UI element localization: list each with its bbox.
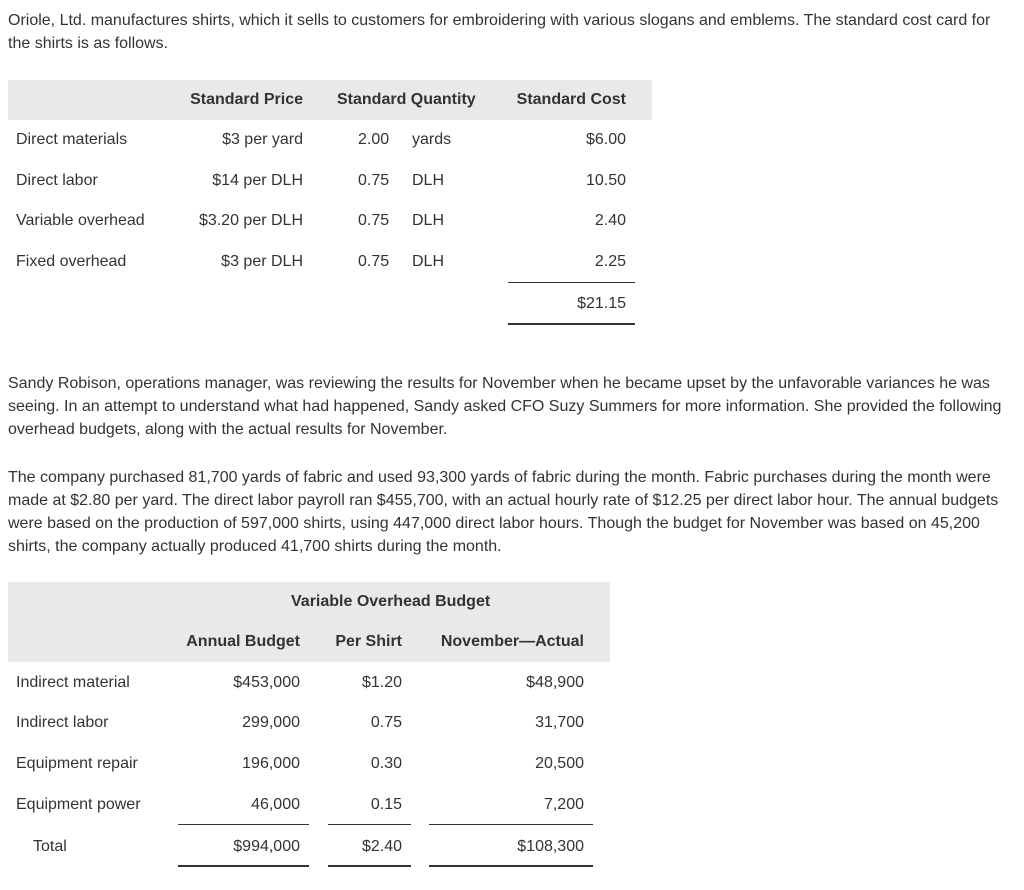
table-title: Variable Overhead Budget [291, 593, 491, 610]
row-label: Indirect material [16, 674, 130, 691]
row-label: Direct labor [16, 172, 98, 189]
row-label: Direct materials [16, 131, 128, 148]
row-price: $14 per DLH [212, 172, 303, 189]
row-cost: 2.25 [594, 253, 626, 270]
standard-cost-card-table [8, 80, 652, 330]
total-annual: $994,000 [233, 838, 300, 855]
row-cost: 2.40 [594, 212, 626, 229]
subtotal-rule [508, 282, 635, 283]
total-label: Total [33, 838, 67, 855]
row-annual: $453,000 [233, 674, 300, 691]
row-actual: 7,200 [543, 796, 584, 813]
total-double-rule [508, 323, 635, 325]
total-double-rule [178, 865, 309, 867]
row-actual: $48,900 [526, 674, 584, 691]
row-unit: DLH [412, 212, 445, 229]
row-actual: 20,500 [535, 755, 584, 772]
row-cost: $6.00 [585, 131, 626, 148]
row-qty: 0.75 [358, 212, 390, 229]
total-cost: $21.15 [577, 295, 626, 312]
row-price: $3 per DLH [221, 253, 303, 270]
row-qty: 2.00 [358, 131, 390, 148]
header-standard-price: Standard Price [190, 91, 303, 108]
total-double-rule [328, 865, 411, 867]
row-per-shirt: 0.75 [370, 714, 402, 731]
header-annual-budget: Annual Budget [186, 633, 300, 650]
variable-overhead-budget-table [8, 582, 610, 872]
row-label: Equipment repair [16, 755, 138, 772]
total-per-shirt: $2.40 [361, 838, 402, 855]
row-annual: 299,000 [242, 714, 300, 731]
row-unit: DLH [412, 253, 445, 270]
intro-paragraph: Oriole, Ltd. manufactures shirts, which it sells to customers for embroidering with various slogans and emblems. The standard cost card for the shirts is as follows. [8, 12, 991, 52]
total-double-rule [429, 865, 593, 867]
header-standard-cost: Standard Cost [516, 91, 626, 108]
row-qty: 0.75 [358, 172, 390, 189]
row-per-shirt: $1.20 [361, 674, 402, 691]
context-paragraph: Sandy Robison, operations manager, was reviewing the results for November when he became upset by the unfavorable variances he was seeing. In an attempt to understand what had happened, Sandy asked CFO Suzy Summers for more information. She provided the following overhead budgets, along with the actual results for November. [8, 375, 1002, 438]
row-actual: 31,700 [535, 714, 584, 731]
row-qty: 0.75 [358, 253, 390, 270]
row-annual: 46,000 [251, 796, 300, 813]
row-per-shirt: 0.30 [370, 755, 402, 772]
row-cost: 10.50 [585, 172, 626, 189]
row-unit: yards [412, 131, 452, 148]
total-actual: $108,300 [517, 838, 584, 855]
row-unit: DLH [412, 172, 445, 189]
row-label: Variable overhead [16, 212, 145, 229]
row-per-shirt: 0.15 [370, 796, 402, 813]
header-per-shirt: Per Shirt [335, 633, 402, 650]
row-label: Indirect labor [16, 714, 109, 731]
subtotal-rule [429, 824, 593, 825]
subtotal-rule [328, 824, 411, 825]
row-price: $3.20 per DLH [198, 212, 303, 229]
row-price: $3 per yard [222, 131, 303, 148]
row-label: Fixed overhead [16, 253, 127, 270]
row-label: Equipment power [16, 796, 141, 813]
subtotal-rule [178, 824, 309, 825]
facts-paragraph: The company purchased 81,700 yards of fabric and used 93,300 yards of fabric during the month. Fabric purchases during the month were made at $2.80 per yard. The direct labor payroll ran $455,700, with an actual hourly rate of $12.25 per direct labor hour. The annual budgets were based on the production of 597,000 shirts, using 447,000 direct labor hours. Though the budget for November was based on 45,200 shirts, the company actually produced 41,700 shirts during the month. [8, 469, 999, 555]
header-standard-quantity: Standard Quantity [337, 91, 476, 108]
header-november-actual: November—Actual [440, 633, 584, 650]
row-annual: 196,000 [242, 755, 300, 772]
